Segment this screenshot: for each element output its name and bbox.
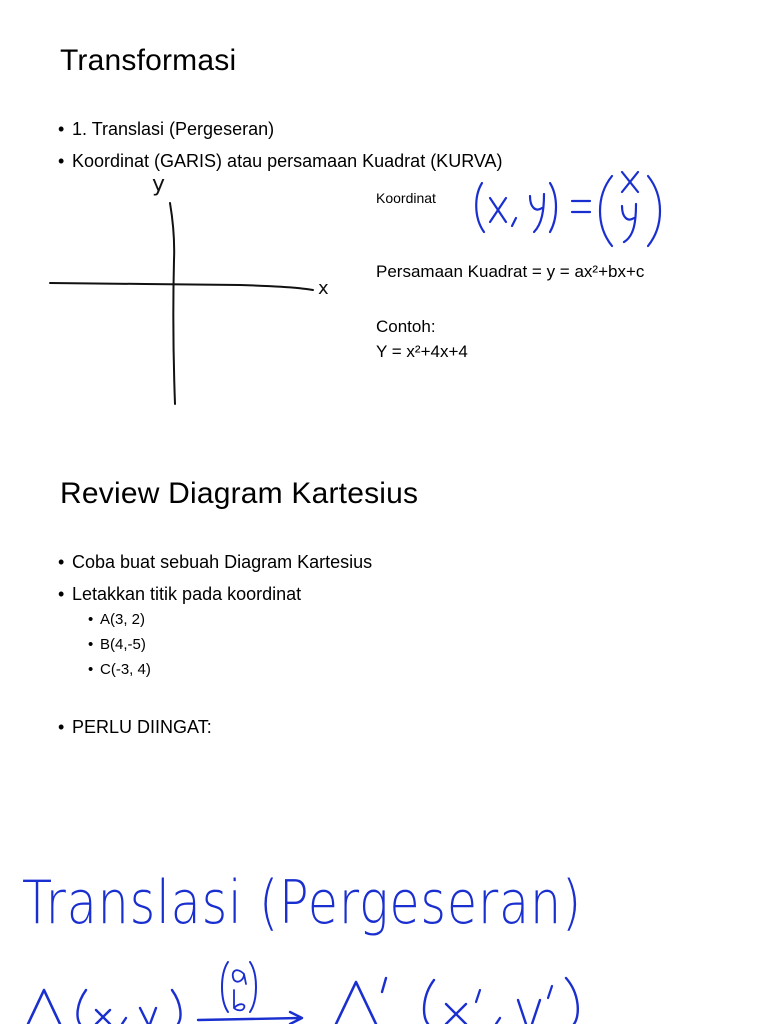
slide2-title: Review Diagram Kartesius [60,477,419,510]
koordinat-label: Koordinat [376,190,436,206]
slide1-title: Transformasi [60,44,237,77]
bullet-dot: • [58,584,65,604]
axis-label-x: x [318,278,329,299]
slide1-bullet-2-text: Koordinat (GARIS) atau persamaan Kuadrat (KURVA) [72,151,503,171]
axis-label-y: y [152,172,166,197]
bullet-dot: • [58,717,65,737]
slide2-bullet-1-text: Coba buat sebuah Diagram Kartesius [72,552,373,572]
bullet-dot: • [88,636,94,653]
contoh-equation: Y = x²+4x+4 [376,342,468,361]
handwritten-formula-text [600,1000,610,1001]
bullet-dot: • [88,611,94,628]
persamaan-kuadrat: Persamaan Kuadrat = y = ax²+bx+c [376,262,645,281]
bullet-dot: • [58,151,65,171]
slide2-note-text: PERLU DIINGAT: [72,717,212,737]
handwritten-translasi: Translasi (Pergeseran) [22,868,583,938]
point-a-text: A(3, 2) [100,611,146,628]
bullet-dot: • [88,661,94,678]
bullet-dot: • [58,552,65,572]
contoh-label: Contoh: [376,317,436,336]
slide2-bullet-2-text: Letakkan titik pada koordinat [72,584,302,604]
slide1-bullet-1-text: 1. Translasi (Pergeseran) [72,119,275,139]
bullet-dot: • [58,119,65,139]
point-c-text: C(-3, 4) [100,661,151,678]
point-b-text: B(4,-5) [100,636,146,653]
